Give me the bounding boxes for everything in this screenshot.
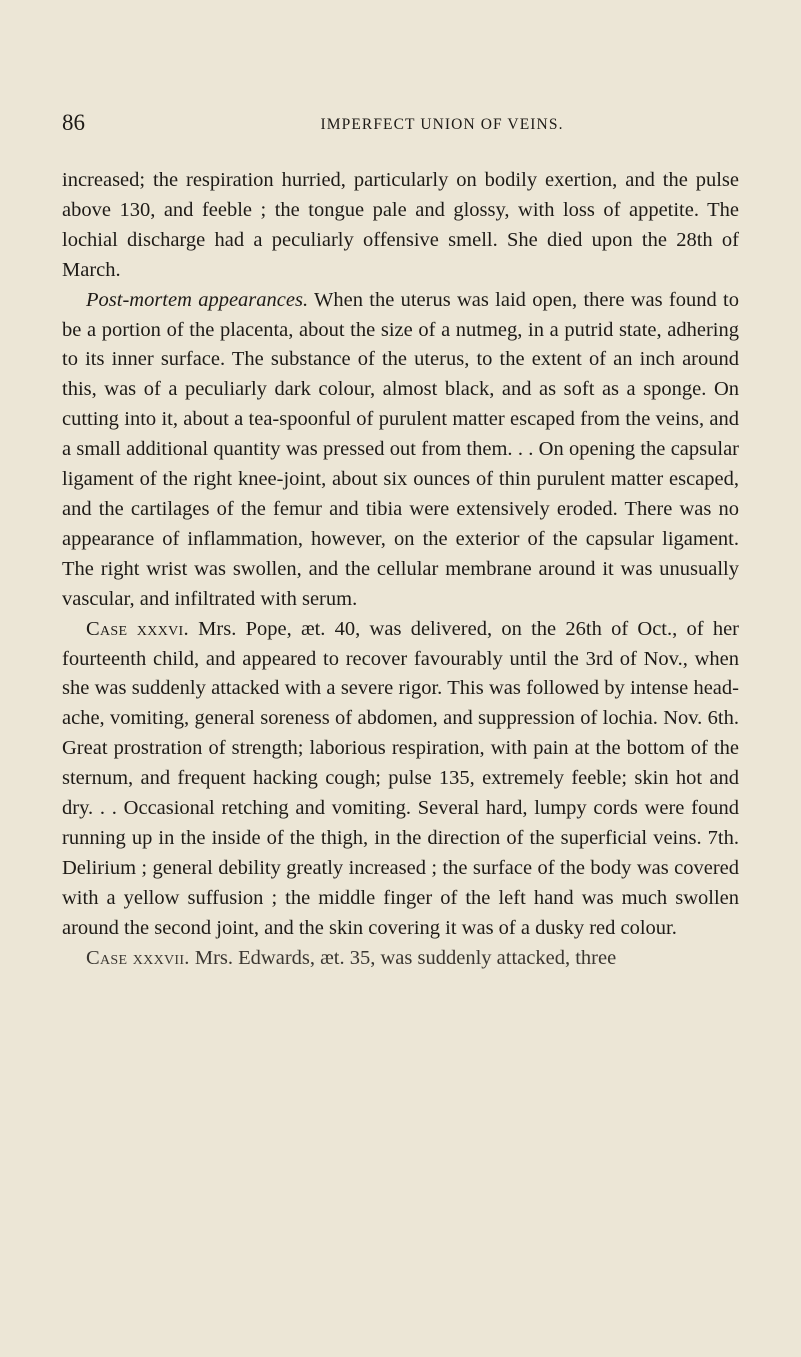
- running-head: IMPERFECT UNION OF VEINS.: [320, 116, 564, 133]
- post-mortem-heading: Post-mortem appearances.: [86, 288, 309, 311]
- case-xxxvii-text: Mrs. Edwards, æt. 35, was suddenly attacked, three: [189, 946, 617, 969]
- case-xxxvi-text: Mrs. Pope, æt. 40, was delivered, on the 26th of Oct., of her fourteenth child, and appeared to recover favourably until the 3rd of Nov., when she was suddenly attacked with a severe rigor. This was followed by intense head-ache, vomiting, general soreness of abdomen, and suppression of lochia. Nov. 6th. Great prostration of strength; laborious respiration, with pain at the bottom of the sternum, and frequent hacking cough; pulse 135, extremely feeble; skin hot and dry. . . Occasional retching and vomiting. Several hard, lumpy cords were found running up in the inside of the thigh, in the direction of the superficial veins. 7th. Delirium ; general debility greatly increased ; the surface of the body was covered with a yellow suffusion ; the middle finger of the left hand was much swollen around the second joint, and the skin covering it was of a dusky red colour.: [62, 617, 739, 939]
- case-xxxvii-heading: Case xxxvii.: [86, 946, 190, 969]
- paragraph-post-mortem: [62, 286, 739, 615]
- paragraph-case-xxxvii: [62, 944, 739, 974]
- paragraph-continued: increased; the respiration hurried, particularly on bodily exertion, and the pulse above 130, and feeble ; the tongue pale and glossy, with loss of appetite. The lochial discharge had a peculiarly offensive smell. She died upon the 28th of March.: [62, 169, 739, 281]
- page-header: [62, 110, 742, 136]
- case-xxxvi-heading: Case xxxvi.: [86, 617, 189, 640]
- paragraph-case-xxxvi: [62, 615, 739, 944]
- body-text: [62, 166, 739, 973]
- post-mortem-text: When the uterus was laid open, there was found to be a portion of the placenta, about the size of a nutmeg, in a putrid state, adhering to its inner surface. The substance of the uterus, to the extent of an inch around this, was of a peculiarly dark colour, almost black, and as soft as a sponge. On cutting into it, about a tea-spoonful of purulent matter escaped from the veins, and a small additional quantity was pressed out from them. . . On opening the capsular ligament of the right knee-joint, about six ounces of thin purulent matter escaped, and the cartilages of the femur and tibia were extensively eroded. There was no appearance of inflammation, however, on the exterior of the capsular ligament. The right wrist was swollen, and the cellular membrane around it was unusually vascular, and infiltrated with serum.: [62, 288, 739, 610]
- page-number: 86: [62, 110, 85, 135]
